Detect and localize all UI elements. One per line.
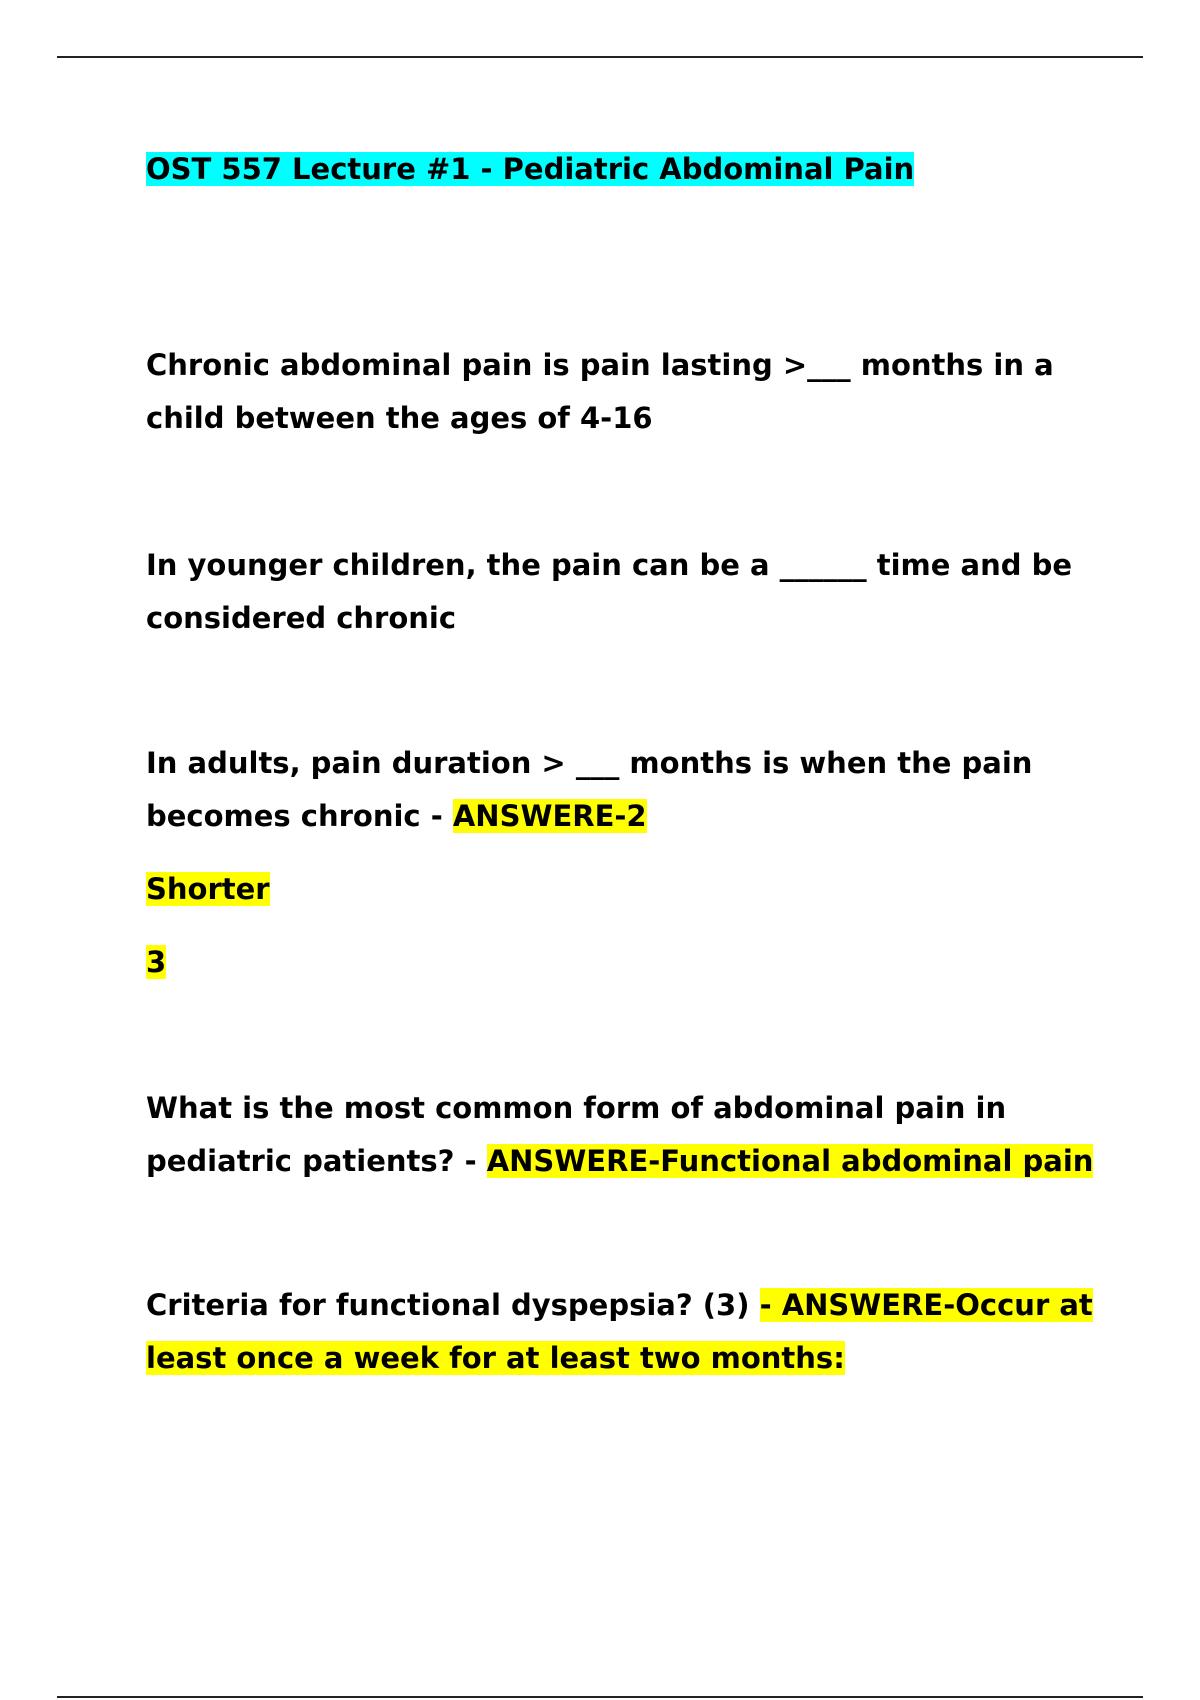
answer-text: ANSWERE-Functional abdominal pain (486, 1144, 1094, 1178)
question-younger-children (146, 539, 1106, 645)
answer-text: 3 (146, 945, 167, 979)
page-title (146, 146, 1106, 193)
document-body (146, 146, 1106, 1385)
header-rule (57, 56, 1143, 58)
question-functional-dyspepsia (146, 1279, 1106, 1385)
answer-text: - ANSWERE-Occur at least once a week for at least two months: (146, 1288, 1093, 1375)
answer-text: Shorter (146, 872, 270, 906)
footer-rule (57, 1696, 1143, 1698)
question-text: In adults, pain duration > ___ months is when the pain becomes chronic - (146, 746, 1033, 833)
answer-text: ANSWERE-2 (452, 799, 647, 833)
question-text: In younger children, the pain can be a ______ time and be considered chronic (146, 548, 1073, 635)
title-text: OST 557 Lecture #1 - Pediatric Abdominal Pain (146, 152, 915, 186)
question-text: Criteria for functional dyspepsia? (3) (146, 1288, 760, 1322)
question-text: Chronic abdominal pain is pain lasting >___ months in a child between the ages of 4-16 (146, 348, 1054, 435)
question-adult-duration (146, 737, 1106, 843)
question-chronic-duration (146, 339, 1106, 445)
question-text: What is the most common form of abdominal pain in pediatric patients? - (146, 1091, 1007, 1178)
question-common-form (146, 1082, 1106, 1188)
answer-three (146, 936, 1106, 989)
answer-shorter (146, 863, 1106, 916)
